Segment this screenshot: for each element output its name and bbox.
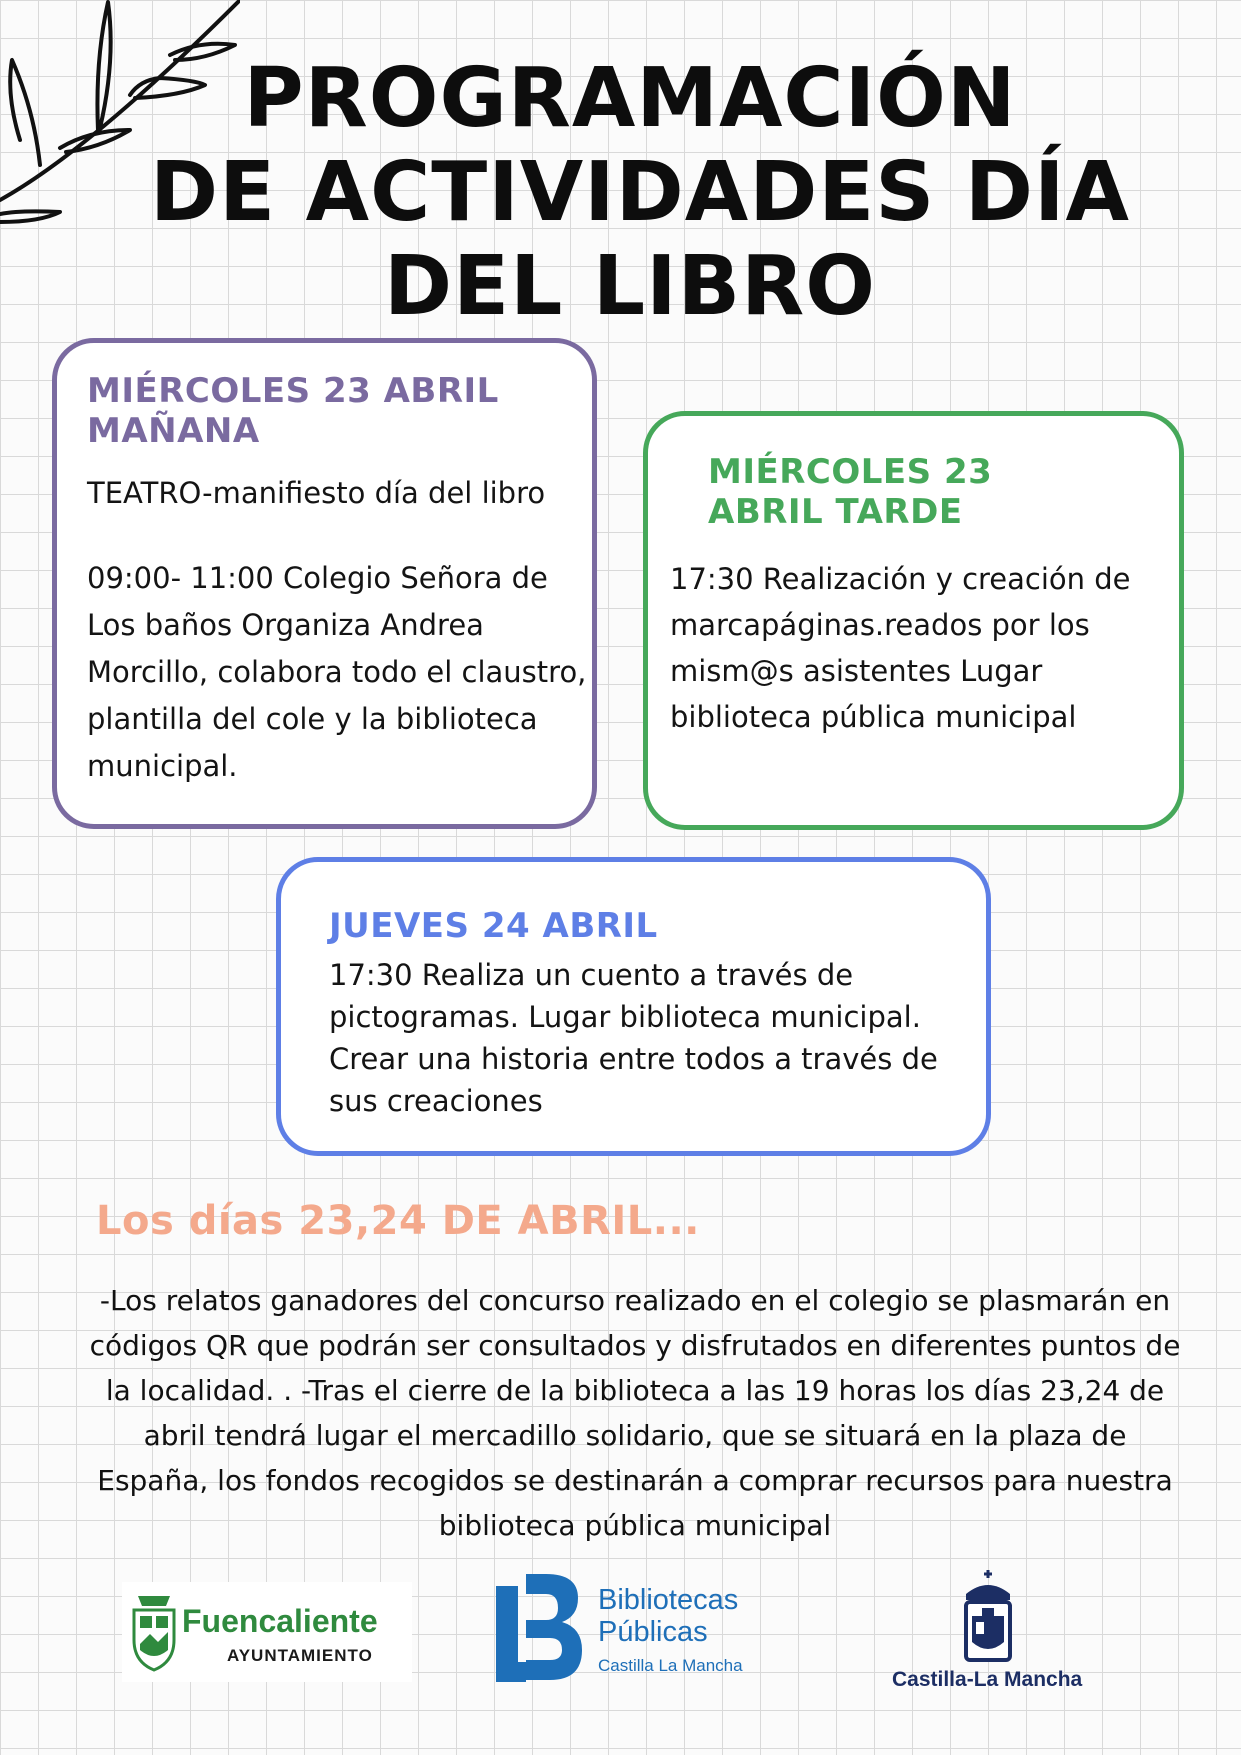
title-line-2: DE ACTIVIDADES DÍA — [150, 145, 1130, 240]
card-heading: JUEVES 24 ABRIL — [329, 906, 658, 946]
fuencaliente-sub: AYUNTAMIENTO — [227, 1646, 373, 1665]
page-title — [150, 51, 1130, 334]
card-details: 17:30 Realización y creación de marcapáginas.reados por los mism@s asistentes Lugar biblioteca pública municipal — [670, 562, 1131, 734]
card-wednesday-afternoon — [643, 411, 1184, 830]
bibliotecas-b-icon — [494, 1572, 582, 1684]
bibliotecas-logo — [494, 1572, 784, 1687]
fuencaliente-logo — [122, 1582, 412, 1682]
card-wednesday-morning — [52, 338, 597, 829]
card-activity: TEATRO-manifiesto día del libro — [87, 476, 546, 510]
coat-of-arms-icon — [130, 1592, 178, 1672]
crown-shield-icon — [958, 1568, 1018, 1664]
bibliotecas-line-3: Castilla La Mancha — [598, 1656, 743, 1675]
extra-heading: Los días 23,24 DE ABRIL... — [96, 1198, 700, 1244]
fuencaliente-name: Fuencaliente — [182, 1603, 378, 1639]
castilla-la-mancha-name: Castilla-La Mancha — [892, 1668, 1083, 1691]
bibliotecas-line-1: Bibliotecas — [598, 1584, 739, 1616]
card-heading: MIÉRCOLES 23 ABRIL TARDE — [708, 452, 993, 532]
title-line-3: DEL LIBRO — [384, 239, 876, 334]
extra-paragraph: -Los relatos ganadores del concurso realizado en el colegio se plasmarán en códigos QR que podrán ser consultados y disfrutados en diferentes puntos de la localidad. . -Tras el cierre de la biblioteca a las 19 horas los días 23,24 de abril tendrá lugar el mercadillo solidario, que se situará en la plaza de España, los fondos recogidos se destinarán a comprar recursos para nuestra biblioteca pública municipal — [89, 1284, 1181, 1542]
title-line-1: PROGRAMACIÓN — [243, 51, 1017, 146]
card-details: 09:00- 11:00 Colegio Señora de Los baños Organiza Andrea Morcillo, colabora todo el claustro, plantilla del cole y la biblioteca municipal. — [87, 561, 587, 783]
card-heading: MIÉRCOLES 23 ABRIL MAÑANA — [87, 371, 499, 451]
bibliotecas-line-2: Públicas — [598, 1616, 708, 1648]
castilla-la-mancha-logo — [880, 1568, 1100, 1698]
card-thursday — [276, 857, 991, 1156]
card-details: 17:30 Realiza un cuento a través de pictogramas. Lugar biblioteca municipal. Crear una historia entre todos a través de sus creaciones — [329, 958, 938, 1118]
